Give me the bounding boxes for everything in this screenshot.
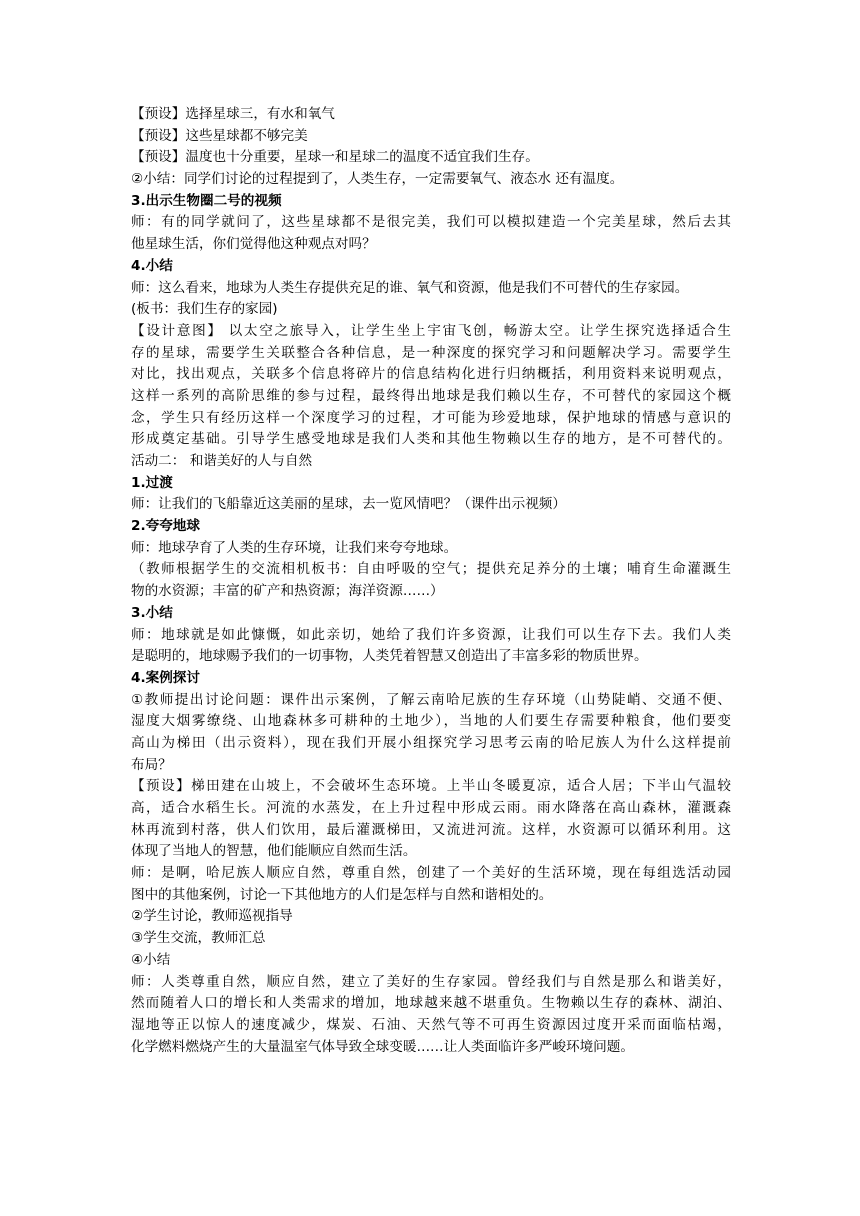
activity-title: 活动二： 和谐美好的人与自然 xyxy=(131,453,313,469)
section-heading: 2.夸夸地球 xyxy=(131,518,200,535)
text-line: 师：地球孕育了人类的生存环境，让我们来夸夸地球。 xyxy=(131,539,458,556)
text-line: ①教师提出讨论问题：课件出示案例，了解云南哈尼族的生存环境（山势陡峭、交通不便、 xyxy=(131,691,731,708)
text-line: 【预设】梯田建在山坡上，不会破坏生态环境。上半山冬暖夏凉，适合人居；下半山气温较 xyxy=(131,778,731,795)
text-line: 化学燃料燃烧产生的大量温室气体导致全球变暖……让人类面临许多严峻环境问题。 xyxy=(131,1038,634,1055)
text-line: 高山为梯田（出示资料），现在我们开展小组探究学习思考云南的哈尼族人为什么这样提前 xyxy=(131,734,731,751)
text-line: ③学生交流，教师汇总 xyxy=(131,930,266,947)
text-line: 他星球生活，你们觉得他这种观点对吗？ xyxy=(131,236,376,253)
text-line: ④小结 xyxy=(131,951,171,968)
text-line: ②学生讨论，教师巡视指导 xyxy=(131,908,293,925)
text-line: 师：人类尊重自然，顺应自然，建立了美好的生存家园。曾经我们与自然是那么和谐美好， xyxy=(131,973,731,990)
text-line: 体现了当地人的智慧，他们能顺应自然而生活。 xyxy=(131,843,417,860)
text-line: ②小结：同学们讨论的过程提到了，人类生存，一定需要氧气、液态水 还有温度。 xyxy=(131,171,624,188)
section-heading: 3.出示生物圈二号的视频 xyxy=(131,192,282,209)
text-line: 念，学生只有经历这样一个深度学习的过程，才可能为珍爱地球，保护地球的情感与意识的 xyxy=(131,409,731,426)
text-line: 这样一系列的高阶思维的参与过程，最终得出地球是我们赖以生存，不可替代的家园这个概 xyxy=(131,387,731,404)
text-line: 湿地等正以惊人的速度减少，煤炭、石油、天然气等不可再生资源因过度开采而面临枯竭， xyxy=(131,1016,731,1033)
text-line: 形成奠定基础。引导学生感受地球是我们人类和其他生物赖以生存的地方，是不可替代的。 xyxy=(131,431,731,448)
section-heading: 1.过渡 xyxy=(131,474,173,491)
text-line: 【预设】这些星球都不够完美 xyxy=(131,127,308,144)
section-heading: 3.小结 xyxy=(131,604,173,621)
text-line: 林再流到村落，供人们饮用，最后灌溉梯田，又流进河流。这样，水资源可以循环利用。这 xyxy=(131,821,731,838)
text-line: 【设计意图】 以太空之旅导入，让学生坐上宇宙飞创，畅游太空。让学生探究选择适合生 xyxy=(131,322,731,339)
text-line: 师：是啊，哈尼族人顺应自然，尊重自然，创建了一个美好的生活环境，现在每组选活动园 xyxy=(131,865,731,882)
text-line: 存的星球，需要学生关联整合各种信息，是一种深度的探究学习和问题解决学习。需要学生 xyxy=(131,344,731,361)
text-line: 【预设】选择星球三，有水和氧气 xyxy=(131,106,335,122)
text-line: 是聪明的，地球赐予我们的一切事物，人类凭着智慧又创造出了丰富多彩的物质世界。 xyxy=(131,648,648,665)
text-line: 物的水资源；丰富的矿产和热资源；海洋资源……） xyxy=(131,583,444,600)
document-page xyxy=(131,104,731,1058)
section-heading: 4.案例探讨 xyxy=(131,669,200,686)
text-line: 师：这么看来，地球为人类生存提供充足的谁、氧气和资源，他是我们不可替代的生存家园。 xyxy=(131,279,689,296)
text-line: 【预设】温度也十分重要，星球一和星球二的温度不适宜我们生存。 xyxy=(131,149,539,166)
text-line: 图中的其他案例，讨论一下其他地方的人们是怎样与自然和谐相处的。 xyxy=(131,886,553,903)
text-line: 师：让我们的飞船靠近这美丽的星球，去一览风情吧？（课件出示视频） xyxy=(131,496,566,513)
text-line: 布局？ xyxy=(131,756,172,773)
text-line: 然而随着人口的增长和人类需求的增加，地球越来越不堪重负。生物赖以生存的森林、湖泊、 xyxy=(131,995,731,1012)
text-line: 湿度大烟雾缭绕、山地森林多可耕种的土地少），当地的人们要生存需要种粮食，他们要变 xyxy=(131,713,731,730)
text-line: (板书：我们生存的家园) xyxy=(131,301,278,318)
section-heading: 4.小结 xyxy=(131,257,173,274)
text-line: 高，适合水稻生长。河流的水蒸发，在上升过程中形成云雨。雨水降落在高山森林，灌溉森 xyxy=(131,800,731,816)
text-line: 师：地球就是如此慷慨，如此亲切，她给了我们许多资源，让我们可以生存下去。我们人类 xyxy=(131,626,731,643)
text-line: 师：有的同学就问了，这些星球都不是很完美，我们可以模拟建造一个完美星球，然后去其 xyxy=(131,214,731,231)
text-line: （教师根据学生的交流相机板书：自由呼吸的空气；提供充足养分的土壤；哺育生命灌溉生 xyxy=(131,561,731,578)
text-line: 对比，找出观点，关联多个信息将碎片的信息结构化进行归纳概括，利用资料来说明观点， xyxy=(131,366,731,383)
